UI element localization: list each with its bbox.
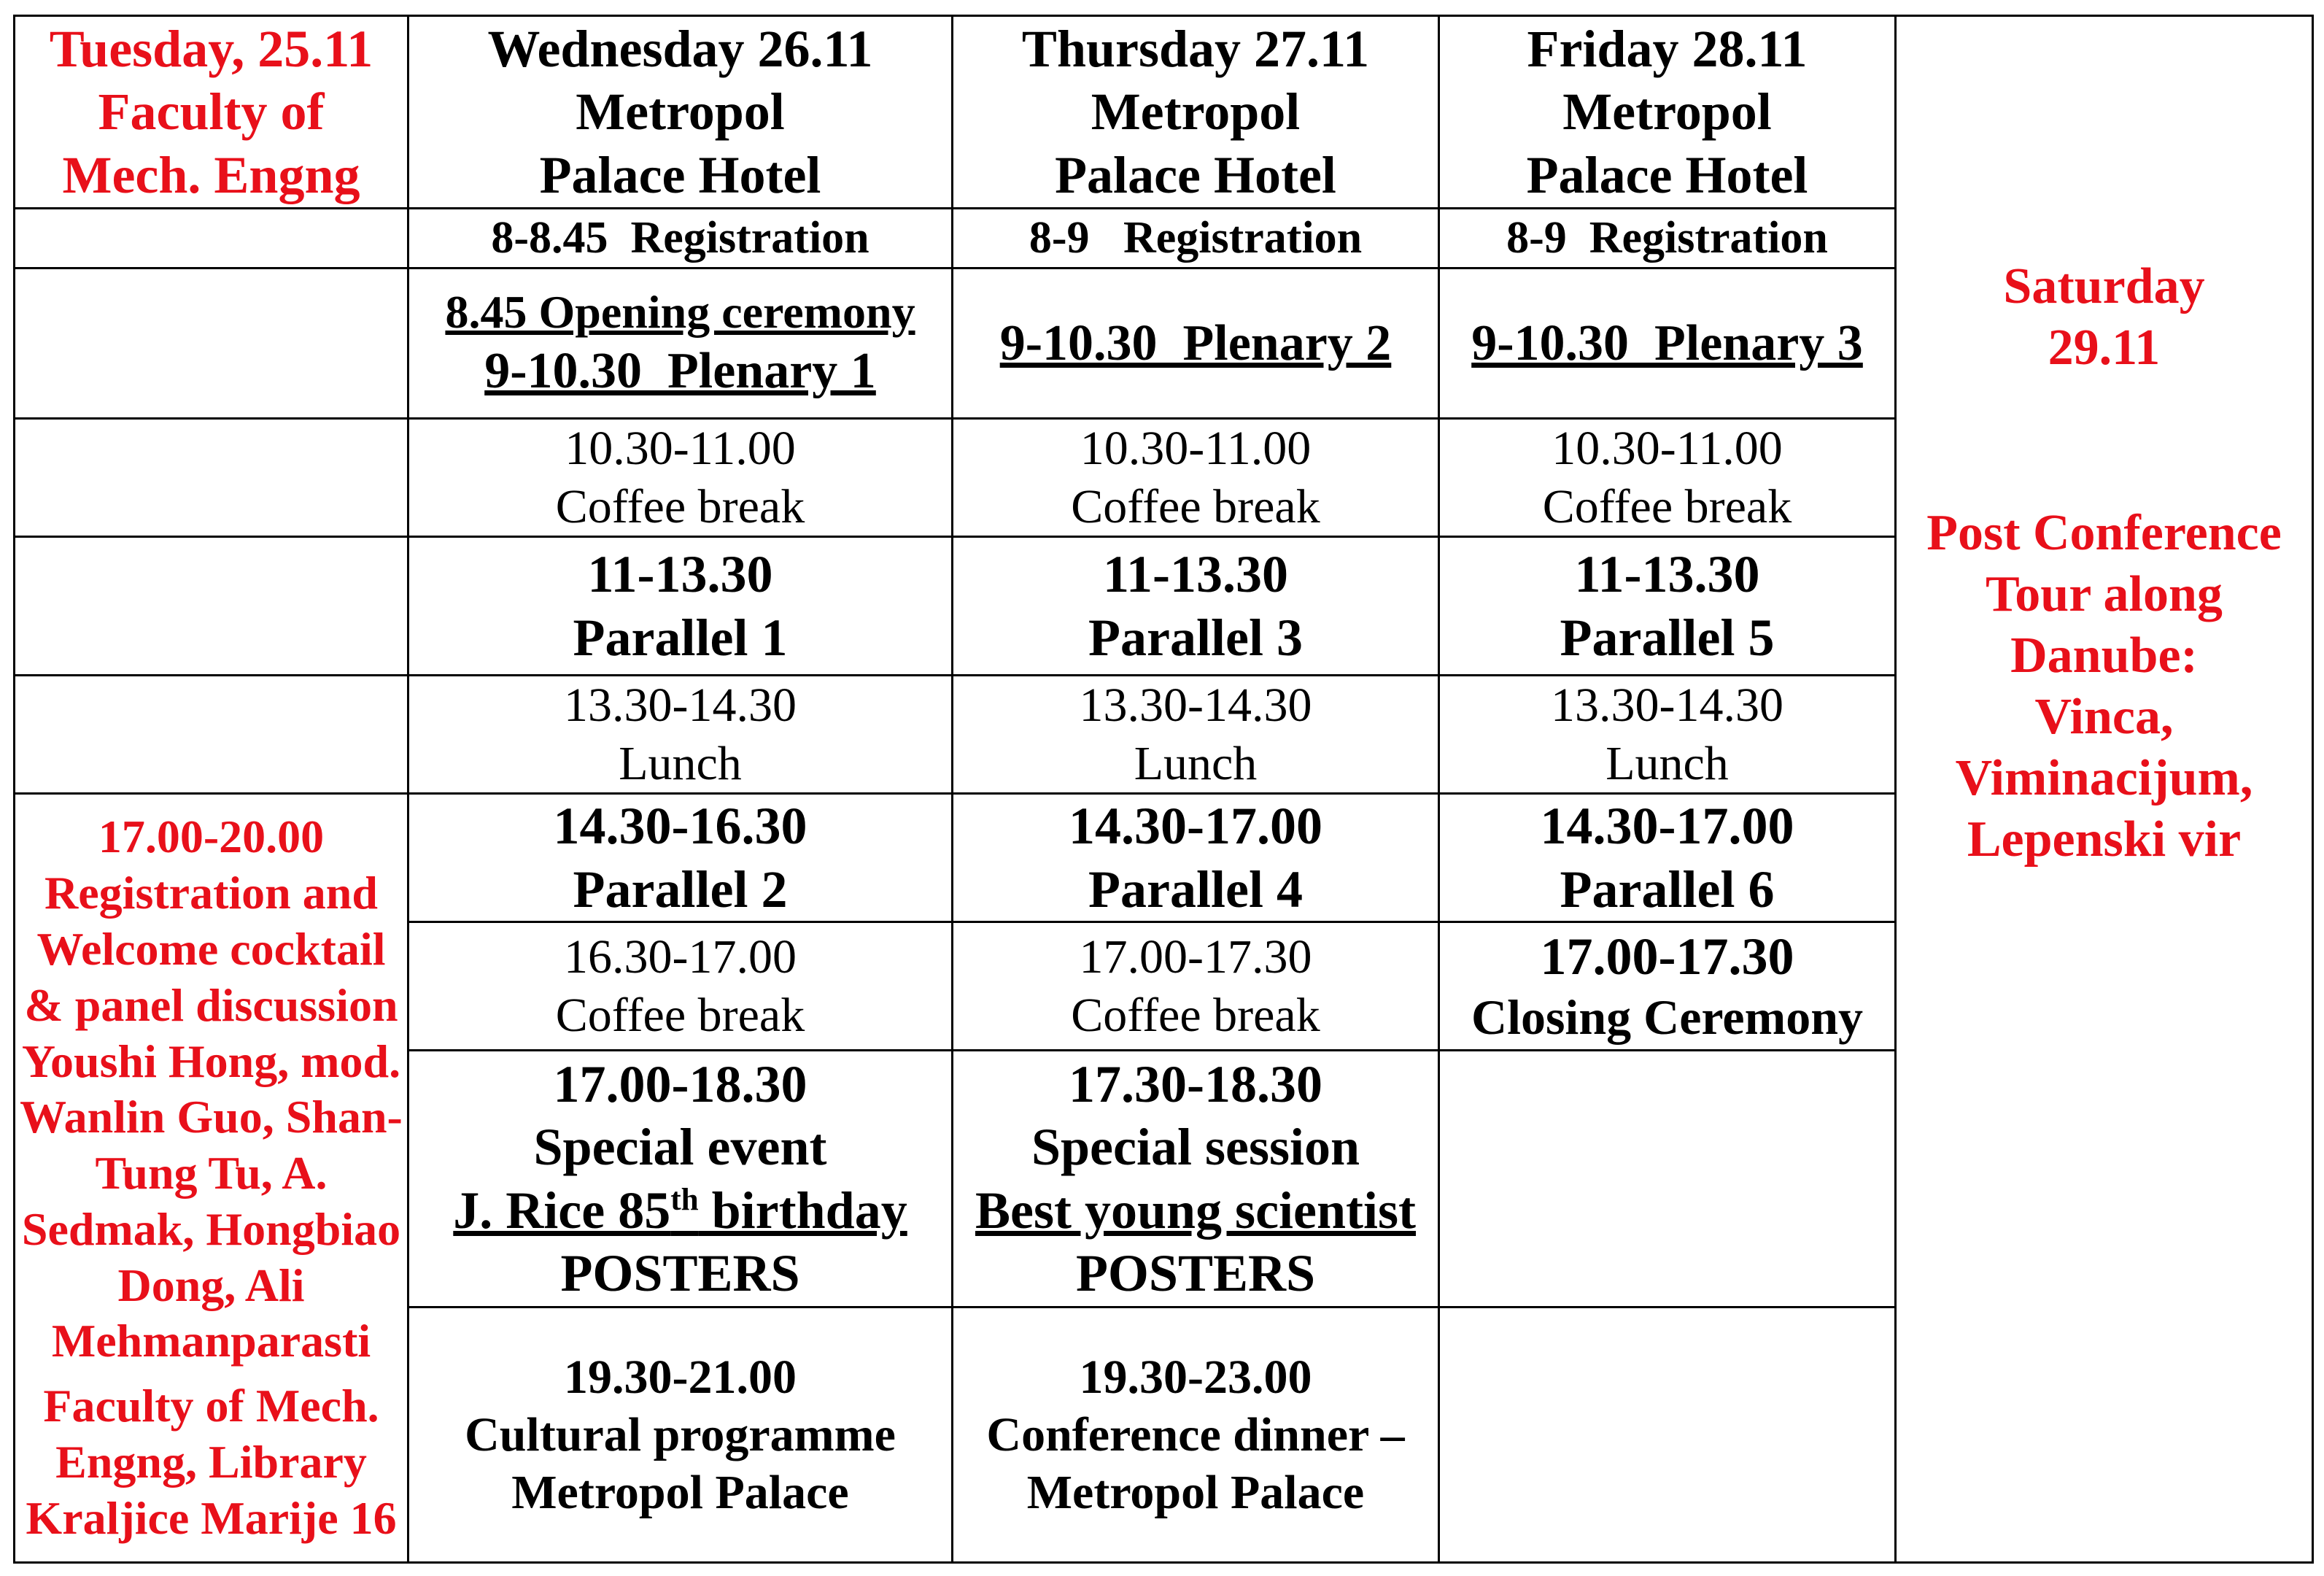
empty-cell (15, 537, 408, 676)
parallel-time: 11-13.30 (1102, 545, 1288, 604)
special-session-title: Special session (1031, 1118, 1360, 1177)
registration-wednesday: 8-8.45 Registration (408, 209, 953, 269)
empty-cell (1439, 1051, 1896, 1307)
special-event-subtitle-sup: th (670, 1182, 699, 1217)
coffee-break-label: Coffee break (555, 479, 805, 533)
coffee-break-label: Coffee break (1071, 479, 1320, 533)
empty-cell (15, 419, 408, 537)
evening-thursday (953, 1307, 1439, 1563)
parallel-2: Parallel 2 (573, 860, 788, 919)
special-event-subtitle (409, 1179, 951, 1242)
tuesday-evening-line: Wanlin Guo, Shan- (20, 1091, 403, 1143)
parallel-5-cell (1439, 537, 1896, 676)
lunch-thursday (953, 676, 1439, 794)
special-event-subtitle-post: birthday (698, 1181, 907, 1240)
evening-time: 19.30-21.00 (564, 1350, 797, 1404)
header-thursday-venue-1: Metropol (1091, 82, 1301, 142)
saturday-bottom-spacer (1897, 870, 2312, 1323)
coffee-break-2-wednesday (408, 922, 953, 1051)
parallel-time: 14.30-17.00 (1069, 797, 1322, 856)
parallel-4-cell (953, 794, 1439, 922)
empty-cell (15, 676, 408, 794)
empty-cell (1439, 1307, 1896, 1563)
parallel-time: 11-13.30 (587, 545, 773, 604)
saturday-spacer (1897, 379, 2312, 503)
registration-friday: 8-9 Registration (1439, 209, 1896, 269)
coffee-break-time: 16.30-17.00 (564, 930, 797, 984)
coffee-break-label: Coffee break (1542, 479, 1792, 533)
parallel-3: Parallel 3 (1088, 608, 1303, 667)
coffee-break-time: 10.30-11.00 (1552, 422, 1783, 476)
saturday-tour-line: Tour along (1986, 565, 2223, 622)
header-row (15, 16, 2313, 209)
lunch-label: Lunch (1606, 736, 1729, 790)
parallel-6-cell (1439, 794, 1896, 922)
lunch-time: 13.30-14.30 (1079, 679, 1312, 733)
header-friday-day: Friday 28.11 (1527, 19, 1808, 78)
special-event-subtitle-pre: J. Rice 85 (453, 1181, 671, 1240)
tuesday-evening-line: Sedmak, Hongbiao (21, 1202, 401, 1255)
header-tuesday-venue-2: Mech. Engng (62, 145, 360, 204)
tuesday-evening-line: Mehmanparasti (51, 1315, 371, 1367)
coffee-break-thursday (953, 419, 1439, 537)
special-session-thursday (953, 1051, 1439, 1307)
saturday-cell (1896, 16, 2313, 1563)
parallel-time: 14.30-17.00 (1540, 797, 1794, 856)
coffee-break-time: 17.00-17.30 (1079, 930, 1312, 984)
tuesday-venue-line: Engng, Library (55, 1436, 367, 1488)
tuesday-evening-gap (15, 1370, 407, 1378)
evening-title: Cultural programme (465, 1407, 896, 1461)
saturday-tour-line: Danube: (2010, 627, 2198, 684)
plenary-3: 9-10.30 Plenary 3 (1439, 269, 1896, 419)
parallel-3-cell (953, 537, 1439, 676)
tuesday-evening-line: Welcome cocktail (36, 922, 386, 975)
conference-schedule-table (13, 15, 2314, 1564)
parallel-4: Parallel 4 (1088, 860, 1303, 919)
header-tuesday-day: Tuesday, 25.11 (49, 19, 373, 78)
header-tuesday-venue-1: Faculty of (98, 82, 325, 142)
special-event-time: 17.00-18.30 (553, 1054, 807, 1113)
header-friday-venue-2: Palace Hotel (1526, 145, 1808, 204)
coffee-break-time: 10.30-11.00 (1080, 422, 1312, 476)
header-friday-venue-1: Metropol (1562, 82, 1772, 142)
empty-cell (15, 269, 408, 419)
plenary-wednesday (408, 269, 953, 419)
lunch-friday (1439, 676, 1896, 794)
saturday-tour-line: Post Conference (1926, 504, 2282, 561)
parallel-1: Parallel 1 (573, 608, 788, 667)
coffee-break-friday (1439, 419, 1896, 537)
posters-label: POSTERS (560, 1243, 800, 1302)
parallel-5: Parallel 5 (1560, 608, 1775, 667)
coffee-break-wednesday (408, 419, 953, 537)
special-event-wednesday (408, 1051, 953, 1307)
tuesday-evening-line: Tung Tu, A. (95, 1147, 328, 1200)
plenary-1: 9-10.30 Plenary 1 (484, 342, 876, 399)
tuesday-evening-line: Youshi Hong, mod. (21, 1035, 401, 1087)
header-friday (1439, 16, 1896, 209)
posters-label: POSTERS (1075, 1243, 1316, 1302)
lunch-label: Lunch (1134, 736, 1258, 790)
special-event-title: Special event (533, 1118, 827, 1177)
saturday-tour-line: Viminacijum, (1955, 749, 2253, 806)
coffee-break-time: 10.30-11.00 (565, 422, 796, 476)
tuesday-venue-line: Faculty of Mech. (43, 1380, 379, 1432)
lunch-time: 13.30-14.30 (1551, 679, 1783, 733)
parallel-time: 14.30-16.30 (553, 797, 807, 856)
evening-place: Metropol Palace (511, 1466, 849, 1520)
tuesday-evening-line: Dong, Ali (117, 1259, 305, 1311)
parallel-6: Parallel 6 (1560, 860, 1775, 919)
coffee-break-2-thursday (953, 922, 1439, 1051)
saturday-tour-line: Vinca, (2034, 688, 2174, 745)
lunch-time: 13.30-14.30 (564, 679, 797, 733)
tuesday-evening-line: Registration and (44, 867, 378, 919)
header-thursday-day: Thursday 27.11 (1021, 19, 1370, 78)
closing-ceremony-time: 17.00-17.30 (1540, 927, 1794, 986)
lunch-label: Lunch (619, 736, 742, 790)
saturday-date: 29.11 (2048, 319, 2161, 376)
parallel-time: 11-13.30 (1574, 545, 1760, 604)
empty-cell (15, 209, 408, 269)
header-thursday (953, 16, 1439, 209)
saturday-tour-line: Lepenski vir (1967, 811, 2242, 868)
evening-wednesday (408, 1307, 953, 1563)
parallel-1-cell (408, 537, 953, 676)
lunch-wednesday (408, 676, 953, 794)
header-wednesday (408, 16, 953, 209)
tuesday-evening-line: 17.00-20.00 (98, 811, 325, 863)
header-wednesday-venue-1: Metropol (576, 82, 785, 142)
tuesday-evening-cell (15, 794, 408, 1563)
header-wednesday-venue-2: Palace Hotel (539, 145, 821, 204)
special-session-time: 17.30-18.30 (1069, 1054, 1322, 1113)
parallel-2-cell (408, 794, 953, 922)
evening-place: Metropol Palace (1026, 1466, 1365, 1520)
header-thursday-venue-2: Palace Hotel (1055, 145, 1336, 204)
closing-ceremony-cell (1439, 922, 1896, 1051)
header-tuesday (15, 16, 408, 209)
special-session-subtitle: Best young scientist (975, 1181, 1417, 1240)
header-wednesday-day: Wednesday 26.11 (487, 19, 873, 78)
evening-title: Conference dinner – (986, 1407, 1405, 1461)
tuesday-venue-line: Kraljice Marije 16 (26, 1491, 397, 1544)
coffee-break-label: Coffee break (555, 988, 805, 1042)
opening-ceremony: 8.45 Opening ceremony (445, 286, 915, 339)
registration-thursday: 8-9 Registration (953, 209, 1439, 269)
evening-time: 19.30-23.00 (1079, 1350, 1312, 1404)
coffee-break-label: Coffee break (1071, 988, 1320, 1042)
plenary-2: 9-10.30 Plenary 2 (953, 269, 1439, 419)
saturday-day: Saturday (2003, 258, 2205, 314)
closing-ceremony-label: Closing Ceremony (1471, 989, 1864, 1045)
tuesday-evening-line: & panel discussion (24, 978, 398, 1031)
